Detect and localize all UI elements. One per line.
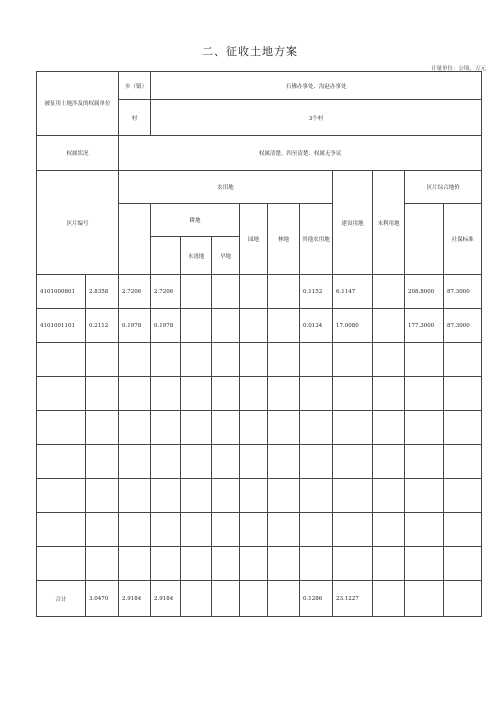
unit-note: 计量单位：公顷、万元 — [430, 66, 486, 72]
empty-row — [37, 343, 482, 377]
table-row — [37, 275, 482, 309]
parcel-id: 4101000801 — [37, 275, 86, 309]
empty-row — [37, 445, 482, 479]
header-dry: 旱地 — [212, 237, 240, 275]
table-row — [37, 309, 482, 343]
cell-price: 208.8000 — [405, 275, 444, 309]
header-garden: 园地 — [240, 204, 268, 275]
header-parcel-no: 区片编号 — [37, 171, 119, 275]
header-forest: 林地 — [268, 204, 300, 275]
cell-total: 2.8358 — [86, 275, 119, 309]
header-construction: 建设用地 — [333, 171, 373, 275]
totals-cultivated: 2.9184 — [119, 581, 151, 617]
cell-other: 0.1152 — [300, 275, 333, 309]
cell-other: 0.0134 — [300, 309, 333, 343]
totals-construction: 23.1227 — [333, 581, 373, 617]
cell-unused — [373, 275, 405, 309]
cell-price: 177.3000 — [405, 309, 444, 343]
land-expropriation-table — [36, 71, 482, 617]
cell-cultivated: 2.7206 — [119, 275, 151, 309]
cell-social: 87.3000 — [444, 309, 482, 343]
document-title: 二、征收土地方案 — [202, 45, 298, 58]
empty-row — [37, 479, 482, 513]
cell-construction: 6.1147 — [333, 275, 373, 309]
ownership-status-label: 权属状况 — [37, 136, 119, 171]
totals-row — [37, 581, 482, 617]
cell-dry — [181, 275, 212, 309]
header-price-blank — [405, 204, 444, 275]
cell-total: 0.2112 — [86, 309, 119, 343]
cell-construction: 17.0080 — [333, 309, 373, 343]
cell-dry — [181, 309, 212, 343]
header-other-agri: 其他农用地 — [300, 204, 333, 275]
cell-paddy: 2.7206 — [151, 275, 181, 309]
cell-vegetable — [212, 275, 240, 309]
cell-vegetable — [212, 309, 240, 343]
cell-garden — [240, 275, 268, 309]
totals-total: 3.0470 — [86, 581, 119, 617]
totals-other: 0.1286 — [300, 581, 333, 617]
header-cultivated: 耕地 — [151, 204, 240, 237]
cell-cultivated: 0.1978 — [119, 309, 151, 343]
cell-forest — [268, 275, 300, 309]
township-label: 乡（镇） — [119, 72, 151, 100]
header-unused: 未利用地 — [373, 171, 405, 275]
empty-row — [37, 513, 482, 547]
header-blank-cultivated — [151, 237, 181, 275]
empty-row — [37, 377, 482, 411]
cell-paddy: 0.1978 — [151, 309, 181, 343]
header-social-security: 社保标准 — [444, 204, 482, 275]
village-value: 3个村 — [151, 100, 482, 136]
cell-social: 87.3000 — [444, 275, 482, 309]
header-composite-price: 区片综合地价 — [405, 171, 482, 204]
parcel-id: 4101001101 — [37, 309, 86, 343]
header-paddy: 水浇地 — [181, 237, 212, 275]
cell-forest — [268, 309, 300, 343]
totals-label: 合计 — [37, 581, 86, 617]
cell-garden — [240, 309, 268, 343]
cell-unused — [373, 309, 405, 343]
header-blank-total — [119, 204, 151, 275]
empty-row — [37, 547, 482, 581]
header-agri-land: 农用地 — [119, 171, 333, 204]
totals-paddy: 2.9184 — [151, 581, 181, 617]
township-value: 石佛办事处、沟赵办事处 — [151, 72, 482, 100]
village-label: 村 — [119, 100, 151, 136]
empty-row — [37, 411, 482, 445]
ownership-unit-label: 被征用土地涉及的权属单位 — [37, 72, 119, 136]
ownership-status-value: 权属清楚、四至清楚、权属无争议 — [119, 136, 482, 171]
